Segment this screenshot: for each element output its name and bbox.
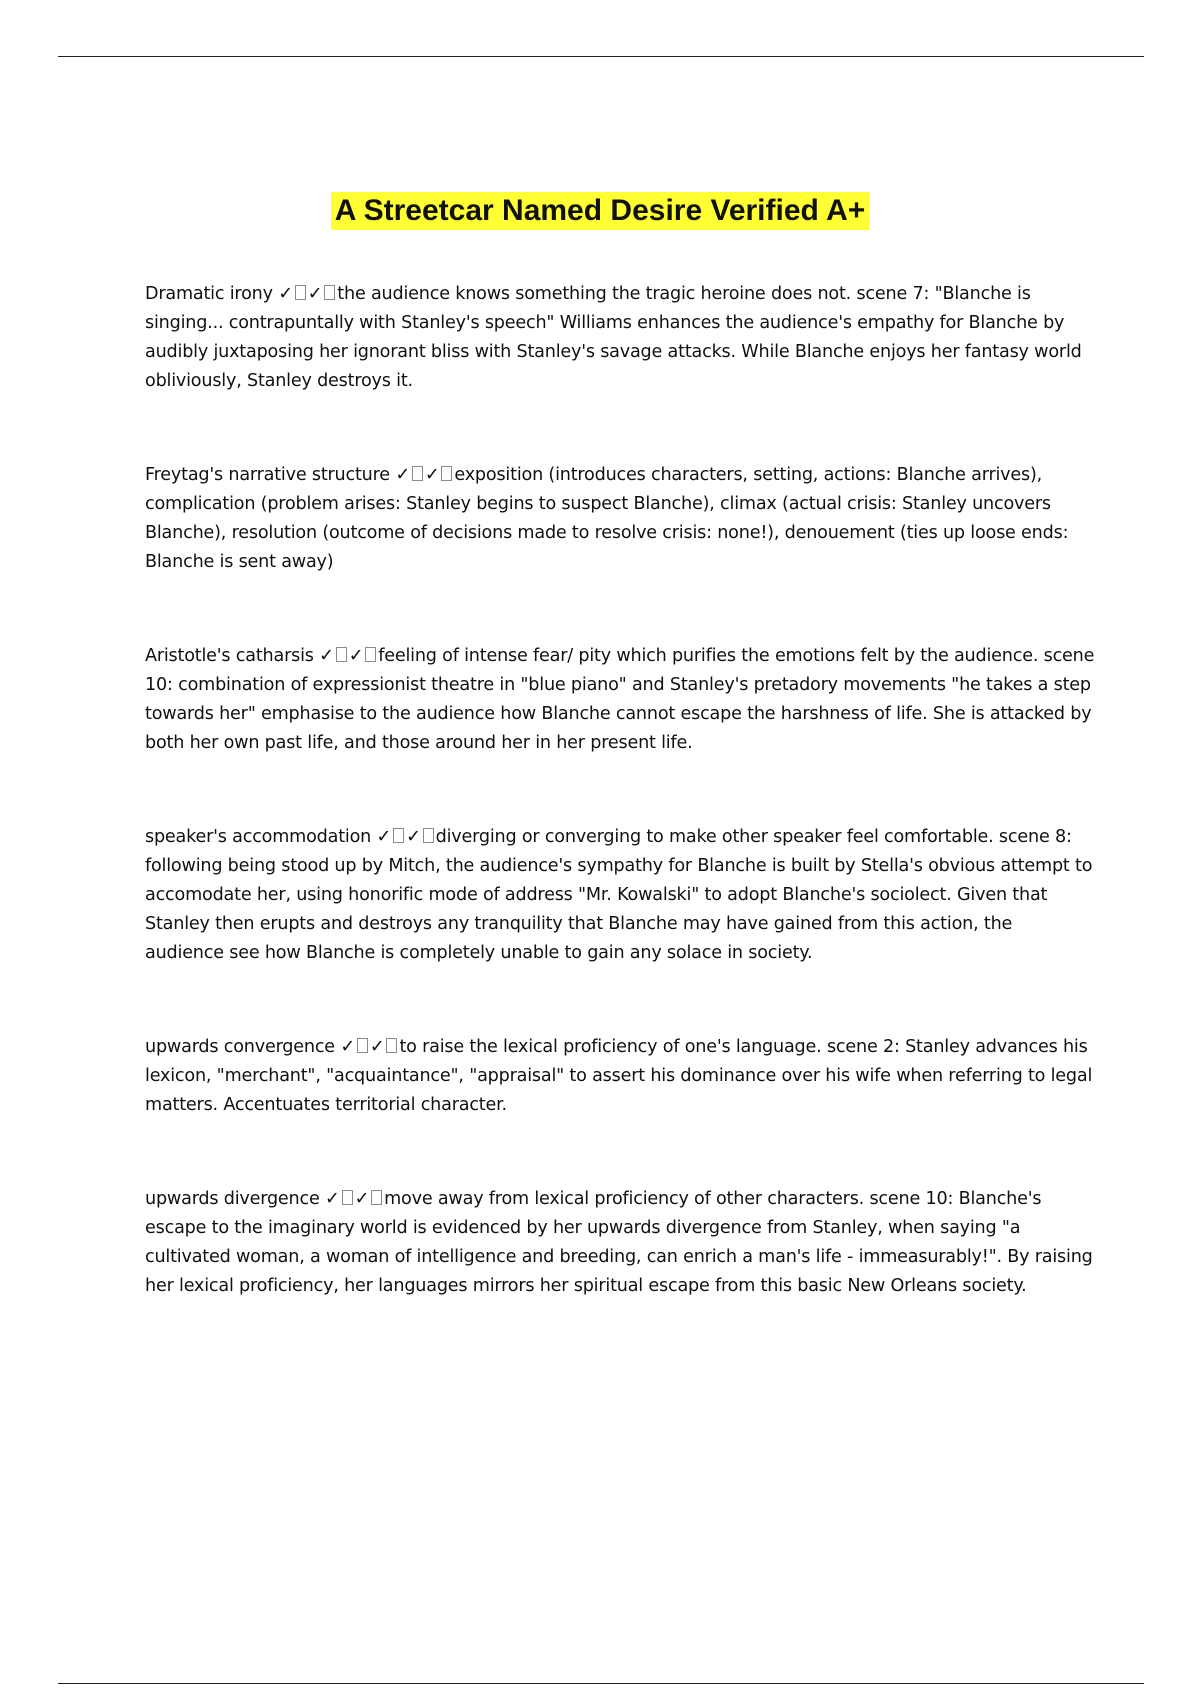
check-icon: ✓ <box>348 646 364 666</box>
entry-catharsis <box>145 642 1095 758</box>
entry-speakers-accommodation <box>145 823 1095 968</box>
box-icon <box>336 647 347 662</box>
flashcard-list <box>145 280 1095 1366</box>
entry-definition: to raise the lexical proficiency of one's language. scene 2: Stanley advances his lexicon, "merchant", "acquaintance", "appraisal" to assert his dominance over his wife when referring to legal matters. Accentuates territorial character. <box>145 1037 1093 1115</box>
check-icon: ✓ <box>340 1037 355 1057</box>
entry-upwards-convergence <box>145 1033 1095 1120</box>
entry-dramatic-irony <box>145 280 1095 396</box>
entry-definition: exposition (introduces characters, setting, actions: Blanche arrives), complication (problem arises: Stanley begins to suspect Blanche), climax (actual crisis: Stanley uncovers Blanche), resolution (outcome of decisions made to resolve crisis: none!), denouement (ties up loose ends: Blanche is sent away) <box>145 465 1069 572</box>
entry-definition: move away from lexical proficiency of other characters. scene 10: Blanche's escape to the imaginary world is evidenced by her upwards divergence from Stanley, when saying "a cultivated woman, a woman of intelligence and breeding, can enrich a man's life - immeasurably!". By raising her lexical proficiency, her languages mirrors her spiritual escape from this basic New Orleans society. <box>145 1189 1093 1296</box>
entry-definition: the audience knows something the tragic heroine does not. scene 7: "Blanche is singing... contrapuntally with Stanley's speech" Williams enhances the audience's empathy for Blanche by audibly juxtaposing her ignorant bliss with Stanley's savage attacks. While Blanche enjoys her fantasy world obliviously, Stanley destroys it. <box>145 284 1082 391</box>
check-icon: ✓ <box>395 465 410 485</box>
box-icon <box>365 647 376 662</box>
entry-definition: diverging or converging to make other speaker feel comfortable. scene 8: following being stood up by Mitch, the audience's sympathy for Blanche is built by Stella's obvious attempt to accomodate her, using honorific mode of address "Mr. Kowalski" to adopt Blanche's sociolect. Given that Stanley then erupts and destroys any tranquility that Blanche may have gained from this action, the audience see how Blanche is completely unable to gain any solace in society. <box>145 827 1093 963</box>
entry-term: Freytag's narrative structure <box>145 465 390 485</box>
box-icon <box>357 1038 368 1053</box>
check-icon: ✓ <box>369 1037 385 1057</box>
check-icon: ✓ <box>354 1189 370 1209</box>
check-icon: ✓ <box>278 284 293 304</box>
entry-term: upwards convergence <box>145 1037 335 1057</box>
check-icon: ✓ <box>319 646 334 666</box>
entry-upwards-divergence <box>145 1185 1095 1301</box>
check-icon: ✓ <box>406 827 421 847</box>
entry-term: upwards divergence <box>145 1189 320 1209</box>
box-icon <box>441 466 452 481</box>
box-icon <box>342 1190 353 1205</box>
entry-term: speaker's accommodation <box>145 827 372 847</box>
bottom-rule <box>58 1683 1144 1684</box>
entry-freytag <box>145 461 1095 577</box>
box-icon <box>295 285 306 300</box>
entry-term: Aristotle's catharsis <box>145 646 314 666</box>
box-icon <box>393 828 404 843</box>
check-icon: ✓ <box>376 827 392 847</box>
check-icon: ✓ <box>424 465 440 485</box>
box-icon <box>386 1038 397 1053</box>
box-icon <box>371 1190 382 1205</box>
top-rule <box>58 56 1144 57</box>
box-icon <box>423 828 434 843</box>
box-icon <box>324 285 335 300</box>
entry-definition: feeling of intense fear/ pity which purifies the emotions felt by the audience. scene 10: combination of expressionist theatre in "blue piano" and Stanley's pretadory movements "he takes a step towards her" emphasise to the audience how Blanche cannot escape the harshness of life. She is attacked by both her own past life, and those around her in her present life. <box>145 646 1095 753</box>
box-icon <box>412 466 423 481</box>
entry-term: Dramatic irony <box>145 284 273 304</box>
title-block <box>0 192 1200 230</box>
page-title: A Streetcar Named Desire Verified A+ <box>331 192 870 230</box>
check-icon: ✓ <box>307 284 323 304</box>
check-icon: ✓ <box>325 1189 340 1209</box>
